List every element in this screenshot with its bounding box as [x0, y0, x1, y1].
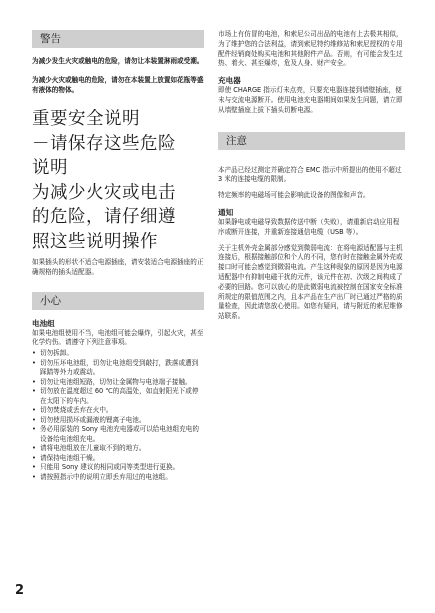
- left-column: [32, 30, 204, 482]
- safety-title-line: 的危险，请仔细遵: [32, 207, 176, 227]
- battery-precautions-list: [32, 349, 204, 482]
- emc-text: 本产品已经过测定并确定符合 EMC 指示中所提出的使用不超过 3 米的连接电缆的限制。: [218, 165, 402, 184]
- safety-title-line: 重要安全说明: [32, 109, 140, 129]
- list-item: • 务必用原装的 Sony 电池充电器或可以给电池组充电的设备给电池组充电。: [32, 425, 199, 443]
- notice-heading: 注意: [218, 132, 405, 150]
- battery-intro: 如果电池组使用不当，电池组可能会爆炸，引起火灾，甚至化学灼伤。请遵守下列注意事项。: [32, 328, 204, 347]
- notification-heading: 通知: [218, 207, 234, 217]
- safety-title-line: 照这些说明操作: [32, 231, 158, 252]
- list-item: • 切勿拆卸。: [32, 349, 73, 358]
- plug-adapter-text: 如果插头的形状不适合电源插座，请安装适合电源插座的正确规格的插头适配器。: [32, 258, 204, 276]
- warning-text-2: 为减少火灾或触电的危险，请勿在本装置上放置如花瓶等盛有液体的物体。: [32, 76, 204, 94]
- charger-heading: 充电器: [218, 76, 241, 86]
- caution-heading: 小心: [32, 292, 204, 310]
- battery-heading: 电池组: [32, 318, 55, 328]
- safety-title: [32, 107, 204, 254]
- page-number: 2: [15, 583, 25, 598]
- list-item: • 切勿压坏电池组，切勿让电池组受到敲打，跌落或遭到踩踏等外力或震动。: [32, 358, 199, 377]
- safety-title-line: －请保存这些危险: [32, 133, 176, 154]
- list-item: • 请保持电池组干燥。: [32, 453, 100, 462]
- right-column: [218, 30, 405, 328]
- counterfeit-battery-text: 市场上有仿冒的电池，和索尼公司出品的电池有上去极其相似，为了维护您的合法利益，请到索尼特约维修站和索尼授权的专用配件经销商处购买电池和其他附件产品。否则，有可能会发生过热、着火、甚至爆炸，危及人身、财产安全。: [218, 30, 403, 68]
- warning-heading: 警告: [32, 30, 204, 48]
- list-item: • 切勿焚烧或丢弃在火中。: [32, 406, 113, 415]
- emf-text: 特定频率的电磁场可能会影响此设备的图像和声音。: [218, 191, 370, 200]
- list-item: • 切勿让电池组短路，切勿让金属物与电池端子接触。: [32, 377, 192, 386]
- list-item: • 只能用 Sony 建议的相同或同等类型进行更换。: [32, 463, 180, 472]
- safety-title-line: 说明: [32, 158, 68, 178]
- list-item: • 切勿放在温度超过 60 ℃的高温处，如直射阳光下或停在太阳下的车内。: [32, 387, 199, 405]
- list-item: • 请按照指示中的说明立即丢弃用过的电池组。: [32, 472, 172, 481]
- warning-text-1: 为减少发生火灾或触电的危险，请勿让本装置淋雨或受潮。: [32, 57, 204, 65]
- charger-text: 即使 CHARGE 指示灯未点亮，只要充电器连接到墙壁插座，便未与交流电源断开。使用电池充电器期间如果发生问题，请立即从墙壁插座上拔下插头切断电源。: [218, 86, 403, 114]
- leakage-current-text: 关于主机外壳金属部分感觉到微弱电流：在将电源适配器与主机连接后，根据接触部位和个人的不同，您有时在接触金属外壳或接口时可能会感觉到微弱电流。产生这种现象的原因是因为电源适配器中有抑制电磁干扰的元件，该元件在初、次级之间构成了必要的回路。您可以放心的是此微弱电流被控制在国家安全标准所规定的限值范围之内，且本产品在生产出厂时已通过严格的质量检查，因此请您放心使用。如您有疑问，请与附近的索尼维修站联系。: [218, 243, 403, 321]
- list-item: • 切勿使用损坏或漏液的锂离子电池。: [32, 415, 146, 424]
- safety-title-line: 为减少火灾或电击: [32, 182, 176, 203]
- notification-text: 如果静电或电磁导致数据传送中断（失败），请重新启动应用程序或断开连接，并重新连接通信电缆（USB 等）。: [218, 217, 400, 236]
- list-item: • 请将电池组放在儿童取不到的地方。: [32, 444, 146, 453]
